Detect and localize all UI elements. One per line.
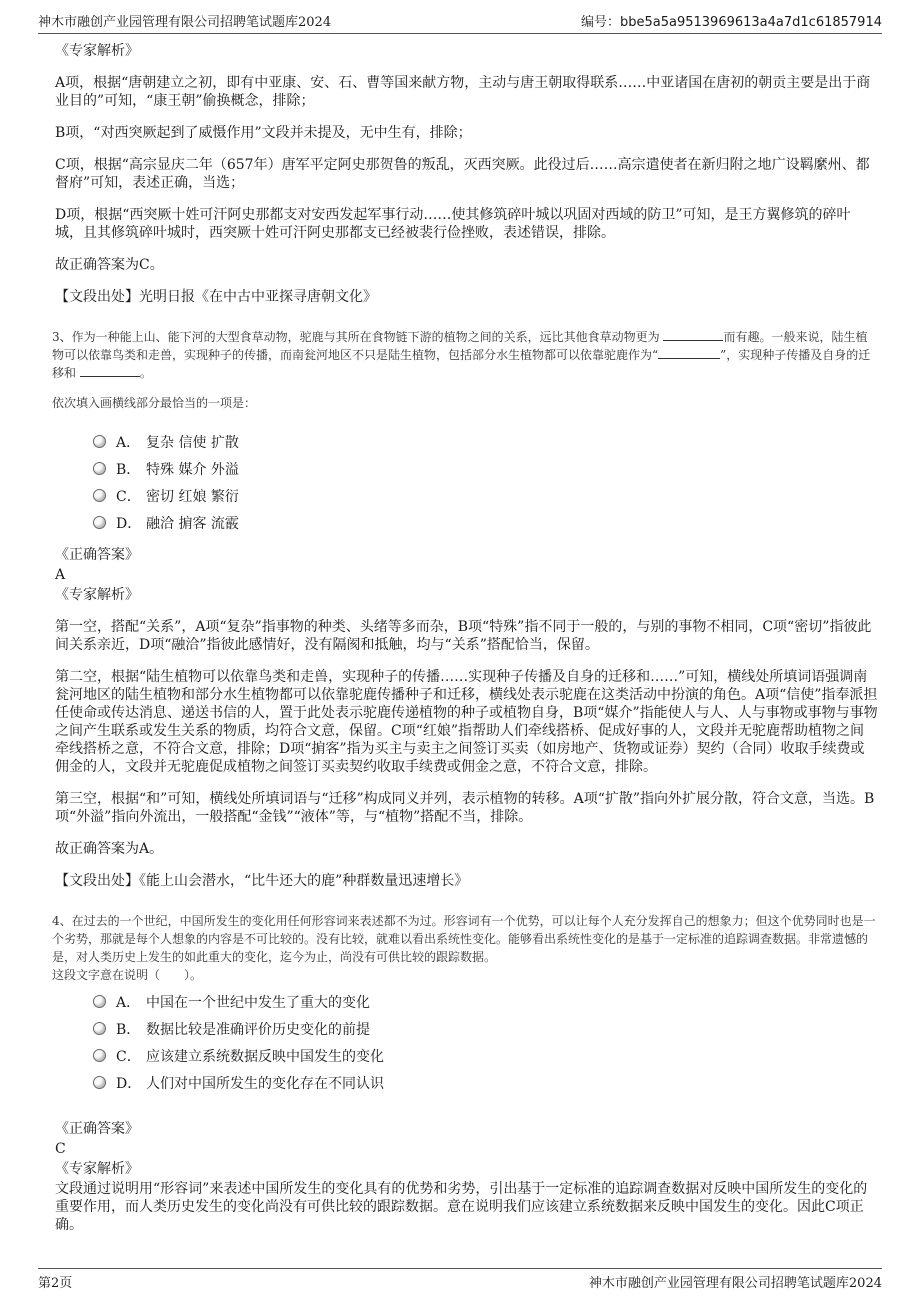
radio-icon[interactable] [93,1076,106,1089]
question-4-prompt: 这段文字意在说明（ ）。 [52,968,203,982]
source-citation: 【文段出处】光明日报《在中古中亚探寻唐朝文化》 [55,289,377,305]
question-3-prompt: 依次填入画横线部分最恰当的一项是： [52,396,257,410]
page-header [38,10,882,34]
correct-answer: C [55,1141,66,1157]
question-3-text: 3、作为一种能上山、能下河的大型食草动物，驼鹿与其所在食物链下游的植物之间的关系，远比其他食草动物更为 而有趣。一般来说，陆生植物可以依靠鸟类和走兽，实现种子的传播，而南瓮河地区不只是陆生植物，包括部分水生植物都可以依靠驼鹿作为“ ”，实现种子传播及自身的迁移和 。 [52,330,871,380]
analysis-b: B项，“对西突厥起到了威慑作用”文段并未提及，无中生有，排除； [55,125,472,141]
option-c[interactable]: C． 密切 红娘 繁衍 [93,482,878,509]
page-footer [38,1268,882,1292]
radio-icon[interactable] [93,1049,106,1062]
footer-title: 神木市融创产业园管理有限公司招聘笔试题库2024 [588,1276,882,1291]
correct-answer-label: 《正确答案》 [55,547,139,563]
analysis-blank-3: 第三空，根据“和”可知，横线处所填词语与“迁移”构成同义并列，表示植物的转移。A项“扩散”指向外扩展分散，符合文意，当选。B项“外溢”指向外流出，一般搭配“金钱”“液体”等，与“植物”搭配不当，排除。 [55,791,875,825]
page-number: 第2页 [38,1276,73,1291]
analysis-c: C项，根据“高宗显庆二年（657年）唐军平定阿史那贺鲁的叛乱，灭西突厥。此役过后……高宗遣使者在新归附之地广设羁縻州、都督府”可知，表述正确，当选； [55,157,870,191]
radio-icon[interactable] [93,995,106,1008]
analysis-blank-1: 第一空，搭配“关系”，A项“复杂”指事物的种类、头绪等多而杂，B项“特殊”指不同于一般的，与别的事物不相同，C项“密切”指彼此间关系亲近，D项“融洽”指彼此感情好，没有隔阂和抵触，均与“关系”搭配恰当，保留。 [55,619,872,653]
option-b[interactable]: B． 特殊 媒介 外溢 [93,455,878,482]
source-citation: 【文段出处】《能上山会潜水，“比牛还大的鹿”种群数量迅速增长》 [55,873,469,889]
correct-answer: A [55,567,66,583]
page-content [52,42,878,1248]
conclusion: 故正确答案为C。 [55,257,164,273]
option-c[interactable]: C． 应该建立系统数据反映中国发生的变化 [93,1042,878,1069]
radio-icon[interactable] [93,462,106,475]
analysis-d: D项，根据“西突厥十姓可汗阿史那都支对安西发起军事行动……使其修筑碎叶城以巩固对西域的防卫”可知，是王方翼修筑的碎叶城，且其修筑碎叶城时，西突厥十姓可汗阿史那都支已经被裴行俭挫败，表述错误，排除。 [55,207,851,241]
analysis-label: 《专家解析》 [55,587,139,603]
blank-2 [658,358,720,359]
analysis-blank-2: 第二空，根据“陆生植物可以依靠鸟类和走兽，实现种子的传播……实现种子传播及自身的迁移和……”可知，横线处所填词语强调南瓮河地区的陆生植物和部分水生植物都可以依靠驼鹿传播种子和迁移，横线处表示驼鹿在这类活动中扮演的角色。A项“信使”指奉派担任使命或传达消息、递送书信的人，置于此处表示驼鹿传递植物的种子或植物自身，B项“媒介”指能使人与人、人与事物或事物与事物之间产生联系或发生关系的物质，均符合文意，保留。C项“红娘”指帮助人们牵线搭桥、促成好事的人，文段并无驼鹿帮助植物之间牵线搭桥之意，不符合文意，排除；D项“掮客”指为买主与卖主之间签订买卖（如房地产、货物或证券）契约（合同）收取手续费或佣金的人，文段并无驼鹿促成植物之间签订买卖契约收取手续费或佣金之意，不符合文意，排除。 [55,669,878,775]
analysis-a: A项，根据“唐朝建立之初，即有中亚康、安、石、曹等国来献方物，主动与唐王朝取得联系……中亚诸国在唐初的朝贡主要是出于商业目的”可知，“康王朝”偷换概念，排除； [55,75,871,109]
correct-answer-label: 《正确答案》 [55,1121,139,1137]
question-3-options [93,428,878,536]
option-a[interactable]: A． 复杂 信使 扩散 [93,428,878,455]
conclusion: 故正确答案为A。 [55,841,164,857]
option-d[interactable]: D． 融洽 掮客 流霰 [93,509,878,536]
radio-icon[interactable] [93,516,106,529]
analysis-label: 《专家解析》 [55,43,139,59]
question-4-text: 4、在过去的一个世纪，中国所发生的变化用任何形容词来表述都不为过。形容词有一个优势，可以让每个人充分发挥自己的想象力；但这个优势同时也是一个劣势，那就是每个人想象的内容是不可比较的。没有比较，就难以看出系统性变化。能够看出系统性变化的是基于一定标准的追踪调查数据。非常遗憾的是，对人类历史上发生的如此重大的变化，迄今为止，尚没有可供比较的跟踪数据。 [52,914,876,964]
radio-icon[interactable] [93,489,106,502]
analysis-text: 文段通过说明用“形容词”来表述中国所发生的变化具有的优势和劣势，引出基于一定标准的追踪调查数据对反映中国所发生的变化的重要作用，而人类历史发生的变化尚没有可供比较的跟踪数据。意在说明我们应该建立系统数据来反映中国发生的变化。因此C项正确。 [55,1181,868,1233]
header-title: 神木市融创产业园管理有限公司招聘笔试题库2024 [38,15,332,30]
option-b[interactable]: B． 数据比较是准确评价历史变化的前提 [93,1015,878,1042]
question-4-options [93,988,878,1096]
blank-1 [663,340,723,341]
radio-icon[interactable] [93,435,106,448]
option-a[interactable]: A． 中国在一个世纪中发生了重大的变化 [93,988,878,1015]
analysis-label: 《专家解析》 [55,1161,139,1177]
header-id: 编号：bbe5a5a9513969613a4a7d1c61857914 [581,15,882,30]
option-d[interactable]: D． 人们对中国所发生的变化存在不同认识 [93,1069,878,1096]
blank-3 [80,376,140,377]
radio-icon[interactable] [93,1022,106,1035]
